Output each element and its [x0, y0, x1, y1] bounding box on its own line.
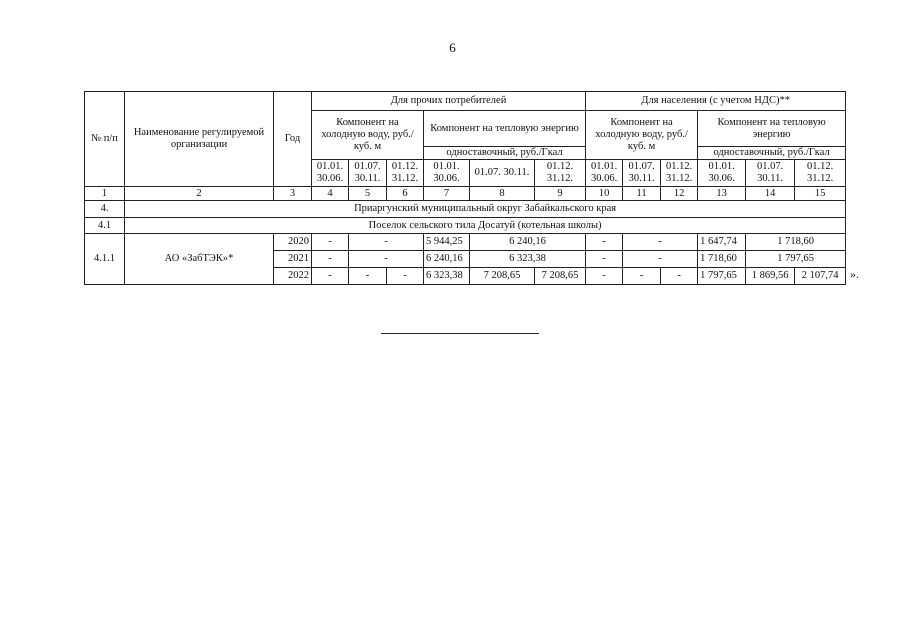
- table-cell: -: [387, 268, 424, 285]
- period-header: 01.01. 30.06.: [698, 160, 746, 187]
- divider-line: [381, 333, 539, 334]
- period-header: 01.07. 30.11.: [349, 160, 387, 187]
- table-cell: 1 869,56: [746, 268, 795, 285]
- period-header: 01.01. 30.06.: [312, 160, 349, 187]
- period-header: 01.12. 31.12.: [661, 160, 698, 187]
- period-header: 01.07. 30.11.: [746, 160, 795, 187]
- table-cell: -: [623, 251, 698, 268]
- column-number: 9: [535, 187, 586, 201]
- table-cell: 1 718,60: [698, 251, 746, 268]
- table-cell: -: [586, 251, 623, 268]
- org-num: 4.1.1: [85, 234, 125, 285]
- column-number: 2: [125, 187, 274, 201]
- header-cold-water: Компонент на холодную воду, руб./куб. м: [312, 111, 424, 160]
- column-number: 11: [623, 187, 661, 201]
- table-cell: -: [623, 234, 698, 251]
- table-cell: 1 797,65: [698, 268, 746, 285]
- table-cell: 7 208,65: [535, 268, 586, 285]
- column-number: 14: [746, 187, 795, 201]
- section-title: Приаргунский муниципальный округ Забайкальского края: [125, 201, 846, 218]
- column-number: 15: [795, 187, 846, 201]
- tariff-table: [84, 91, 846, 285]
- period-header: 01.07. 30.11.: [470, 160, 535, 187]
- column-number: 13: [698, 187, 746, 201]
- table-cell: 5 944,25: [424, 234, 470, 251]
- row-year: 2021: [274, 251, 312, 268]
- page-number: 6: [449, 40, 456, 55]
- subsection-title: Поселок сельского тила Досатуй (котельная школы): [125, 218, 846, 234]
- table-cell: 1 718,60: [746, 234, 846, 251]
- row-year: 2020: [274, 234, 312, 251]
- table-cell: 6 240,16: [424, 251, 470, 268]
- table-cell: -: [661, 268, 698, 285]
- header-pop-cold-water: Компонент на холодную воду, руб./куб. м: [586, 111, 698, 160]
- column-number: 12: [661, 187, 698, 201]
- header-num: № п/п: [85, 92, 125, 187]
- column-number: 5: [349, 187, 387, 201]
- header-heat: Компонент на тепловую энергию: [424, 111, 586, 147]
- row-year: 2022: [274, 268, 312, 285]
- column-number: 10: [586, 187, 623, 201]
- table-cell: -: [312, 234, 349, 251]
- table-cell: -: [623, 268, 661, 285]
- table-cell: -: [349, 234, 424, 251]
- column-number: 1: [85, 187, 125, 201]
- org-name: АО «ЗабТЭК»*: [125, 234, 274, 285]
- table-cell: -: [349, 268, 387, 285]
- header-pop-single-rate: одноставочный, руб./Гкал: [698, 147, 846, 160]
- header-population: Для населения (с учетом НДС)**: [586, 92, 846, 111]
- table-cell: 7 208,65: [470, 268, 535, 285]
- table-cell: -: [349, 251, 424, 268]
- period-header: 01.01. 30.06.: [424, 160, 470, 187]
- table-cell: 2 107,74: [795, 268, 846, 285]
- table-cell: -: [586, 234, 623, 251]
- period-header: 01.01. 30.06.: [586, 160, 623, 187]
- column-number: 4: [312, 187, 349, 201]
- table-cell: 6 323,38: [470, 251, 586, 268]
- closing-quote-mark: ».: [850, 267, 859, 281]
- header-pop-heat: Компонент на тепловую энергию: [698, 111, 846, 147]
- period-header: 01.12. 31.12.: [387, 160, 424, 187]
- header-single-rate: одноставочный, руб./Гкал: [424, 147, 586, 160]
- period-header: 01.07. 30.11.: [623, 160, 661, 187]
- header-org-name: Наименование регулируемой организации: [125, 92, 274, 187]
- subsection-num: 4.1: [85, 218, 125, 234]
- table-row: [85, 234, 846, 251]
- period-header: 01.12. 31.12.: [795, 160, 846, 187]
- column-number: 8: [470, 187, 535, 201]
- section-num: 4.: [85, 201, 125, 218]
- table-cell: 1 647,74: [698, 234, 746, 251]
- period-header: 01.12. 31.12.: [535, 160, 586, 187]
- table-cell: 1 797,65: [746, 251, 846, 268]
- column-number: 6: [387, 187, 424, 201]
- column-number: 7: [424, 187, 470, 201]
- table-cell: -: [312, 268, 349, 285]
- column-number: 3: [274, 187, 312, 201]
- table-cell: -: [312, 251, 349, 268]
- header-other-consumers: Для прочих потребителей: [312, 92, 586, 111]
- table-cell: -: [586, 268, 623, 285]
- table-cell: 6 240,16: [470, 234, 586, 251]
- table-cell: 6 323,38: [424, 268, 470, 285]
- header-year: Год: [274, 92, 312, 187]
